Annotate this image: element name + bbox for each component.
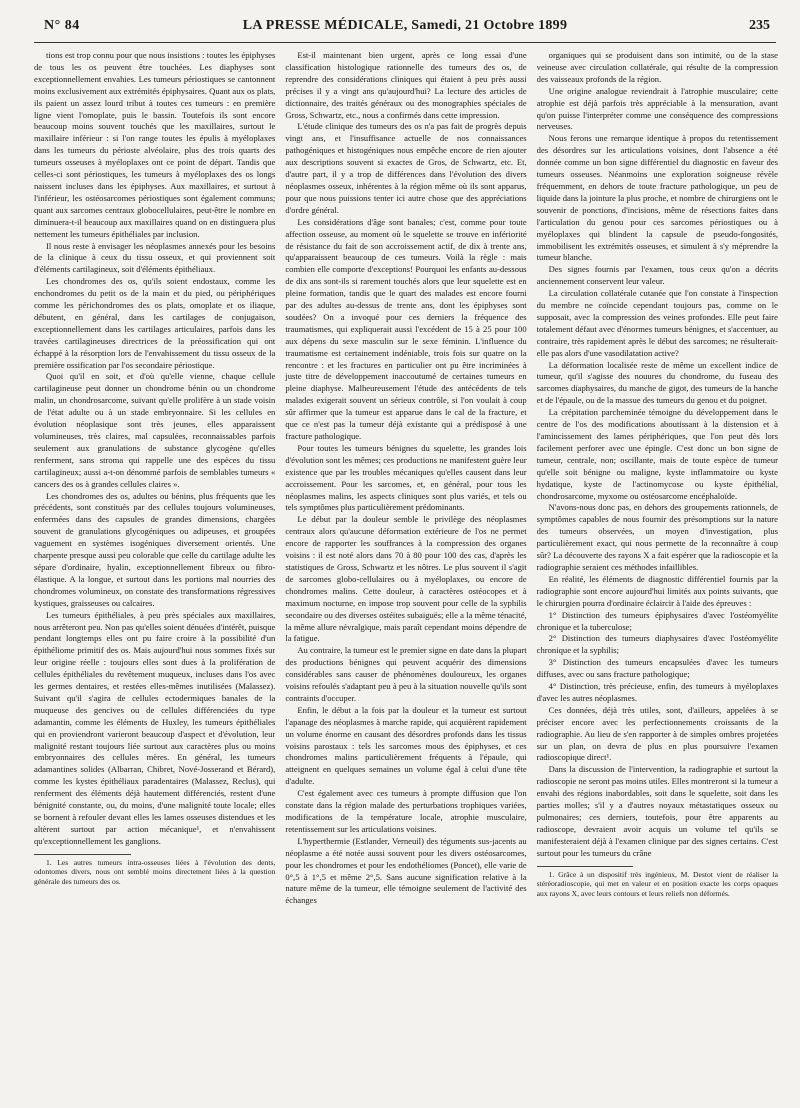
- paragraph: Des signes fournis par l'examen, tous ceux qu'on a décrits anciennement conservent leur valeur.: [536, 264, 778, 287]
- column-1: [34, 50, 275, 1088]
- footnote-divider: [537, 866, 634, 867]
- paragraph: Au contraire, la tumeur est le premier signe en date dans la plupart des productions bénignes qui peuvent acquérir des dimensions considérables sans causer de phénomènes douloureux, les organes voisins refoulés s'adaptant peu à peu à la situation nouvelle qu'ils sont contraints d'occuper.: [285, 645, 527, 703]
- paragraph: Ces données, déjà très utiles, sont, d'ailleurs, appelées à se préciser encore avec les perfectionnements croissants de la radiographie. Au lieu de s'en rapporter à de simples ombres projetées sur un plan, on devra de plus en plus poursuivre l'examen radioscopique direct¹.: [536, 704, 778, 763]
- paragraph: C'est également avec ces tumeurs à prompte diffusion que l'on constate dans la région malade des perturbations trophiques variées, modifications de la température locale, atrophie musculaire, retentissement sur les articulations voisines.: [285, 788, 527, 834]
- issue-number: N° 84: [44, 18, 80, 33]
- paragraph: 2° Distinction des tumeurs diaphysaires d'avec l'ostéomyélite chronique et la syphilis;: [536, 633, 778, 656]
- paragraph: Pour toutes les tumeurs bénignes du squelette, les grandes lois d'évolution sont les mêmes; ces productions ne manifestent guère leur existence que par les troubles mécaniques qu'elles causent dans leur accroissement. Pour les sarcomes, et, en général, pour tous les néoplasmes malins, les aspects cliniques sont plus variés, et tels ou tels symptômes plus particulièrement prédominants.: [285, 442, 527, 513]
- paragraph: En réalité, les éléments de diagnostic différentiel fournis par la radiographie sont encore aujourd'hui limités aux points suivants, que le chirurgien pourra d'ordinaire éclaircir à l'aide des épreuves :: [536, 573, 778, 608]
- paragraph: La circulation collatérale cutanée que l'on constate à l'inspection du membre ne coïncide cependant toujours pas, comme on le supposait, avec la compression des veines profondes. Elle peut faire totalement défaut avec d'énormes tumeurs bénignes, et s'accentuer, au contraire, très rapidement après le début des sarcomes; ne résulterait-elle pas alors d'une vasodilatation active?: [536, 288, 778, 358]
- paragraph: Le début par la douleur semble le privilège des néoplasmes centraux alors qu'aucune déformation extérieure de l'os ne permet encore de rapporter les souffrances à la compression des organes voisins : il est noté alors dans 70 à 80 pour 100 des cas, d'après les statistiques de Gross, Schwartz et les nôtres. Le plus souvent il s'agit de sarcomes globo-cellulaires ou à myéloplaxes, ou encore de chondromes malins. Cette douleur, à caractères ostéocopes et à maximum nocturne, en impose trop souvent pour celle de la syphilis secondaire ou des diverses ostéites subaiguës; elle a la même ténacité, la même allure névralgique, mais paraît cependant moins dépendre de la fatigue.: [285, 514, 527, 644]
- article-columns: [34, 50, 778, 1088]
- paragraph: L'étude clinique des tumeurs des os n'a pas fait de progrès depuis vingt ans, et l'insuffisance actuelle de nos connaissances pathogéniques et histogéniques nous empêche encore de rien ajouter aux descriptions souvent si exactes de Gros, de Schwartz, etc. Et, d'autre part, il y a trop de différences dans l'évolution des divers néoplasmes osseux, inhérentes à la région même où ils sont apparus, pour que nous puissions tenter ici autre chose que des appréciations d'ordre général.: [285, 121, 527, 215]
- paragraph: La déformation localisée reste de même un excellent indice de tumeur, qu'il s'agisse des nouures du chondrome, du fuseau des sarcomes diaphysaires, du manche de gigot, des tumeurs de la hanche et de l'épaule, ou de la massue des tumeurs du genou et du poignet.: [536, 359, 778, 406]
- column-2: [285, 50, 526, 1088]
- paragraph: 3° Distinction des tumeurs encapsulées d'avec les tumeurs diffuses, avec ou sans fracture pathologique;: [536, 657, 778, 680]
- paragraph: La crépitation parcheminée témoigne du développement dans le centre de l'os des modifications aboutissant à la distension et à l'amincissement des lames périphériques, que l'on peut dès lors facilement perforer avec une épingle. C'est donc un bon signe de tumeur, centrale, non; oscillante, mais de toute espèce de tumeur qu'elle soit bénigne ou maligne, kyste inflammatoire ou kyste hydatique, kyste de l'actinomycose ou kyste épithélial, chondrosarcome, myxome ou ostéosarcome encéphaloïde.: [536, 407, 778, 501]
- paragraph: Les tumeurs épithéliales, à peu près spéciales aux maxillaires, nous arrêteront peu. Non pas qu'elles soient dénuées d'intérêt, puisque pendant longtemps elles ont pu faire croire à la possibilité d'un épithéliome primitif des os. Mais aujourd'hui nous sommes fixés sur leur origine réelle : toujours elles sont dues à la prolifération de cellules épithéliales du revêtement muqueux, incluses dans l'os avec les germes dentaires, et restées elles-mêmes inutilisées (Malassez). Suivant qu'il s'agira de cellules ectodermiques banales de la muqueuse des gencives ou de cellules différenciées du type adamantin, comme les éléments de Huxley, les tumeurs épithéliales qui en proviendront varieront beaucoup d'aspect et d'évolution, leur malignité restant toujours liée surtout aux caractères plus ou moins embryonnaires des cellules mères. En général, les tumeurs adamantines solides (Albarran, Chibret, Nové-Josserand et Bérard), comme les kystes épithéliaux paradentaires (Malassez, Reclus), qui renferment des éléments déjà hautement différenciés, restent d'une bénignité constante, ou, du moins, d'une malignité toute locale; elles se bornent à refouler devant elles les lames osseuses distendues et les altèrent surtout par action mécanique¹, et n'envahissent qu'exceptionnellement les ganglions.: [34, 609, 276, 846]
- paragraph: 1° Distinction des tumeurs épiphysaires d'avec l'ostéomyélite chronique et la tuberculose;: [536, 609, 778, 632]
- page-number: 235: [749, 18, 770, 33]
- paragraph: Les chondromes des os, qu'ils soient endostaux, comme les enchondromes du petit os de la main et du pied, ou périphériques comme les périchondromes des os plats, omoplate et os iliaque, débutent, en général, dans les cartilages de conjugaison, exceptionnellement dans les cartilages articulaires, parfois dans les travées cartilagineuses directrices de la préossification qui ont échappé à la résorption lors de l'envahissement du tissu osseux de la première ossification par l'os secondaire périostique.: [34, 276, 276, 370]
- paragraph: Les chondromes des os, adultes ou bénins, plus fréquents que les précédents, sont constitués par des cellules toujours volumineuses, enfermées dans des capsules de grandes dimensions, chargées souvent de granulations glycogéniques ou adipeuses, et groupées vaguement en systèmes isogéniques diversement orientés. Une charpente presque aussi peu colorable que celle du cartilage adulte les sépare d'ordinaire, hyalin, exceptionnellement fibreux ou fibro-élastique. A la longue, et surtout dans les portions mal nourries des chondromes volumineux, on constate des transformations régressives kystiques, graisseuses ou calcaires.: [34, 490, 276, 608]
- footnote: 1. Les autres tumeurs intra-osseuses liées à l'évolution des dents, odontomes divers, nous ont semblé moins directement liées à la question générale des tumeurs des os.: [34, 857, 276, 886]
- footnote: 1. Grâce à un dispositif très ingénieux, M. Destot vient de réaliser la stéréoradioscopie, qui met en valeur et en position exacte les corps opaques aux rayons X, avec leurs contours et leurs reliefs non déformés.: [536, 869, 778, 898]
- paragraph: 4° Distinction, très précieuse, enfin, des tumeurs à myéloplaxes d'avec les autres néoplasmes.: [536, 681, 778, 703]
- footnote-divider: [34, 854, 131, 855]
- paragraph: Quoi qu'il en soit, et d'où qu'elle vienne, chaque cellule cartilagineuse peut donner un chondrome bénin ou un chondrome malin, un chondrosarcome, suivant qu'elle prolifère à un stade voisin de l'état adulte ou à un stade embryonnaire. Si les cellules en évolution néoplasique sont très jeunes, elles apparaissent volumineuses, très claires, mal capsulées, reconnaissables parfois seulement aux granulations de substance glycogène qu'elles renferment, sans stroma qui rappelle une des espèces du tissu cartilagineux; aussi a-t-on dénommé parfois de semblables tumeurs « cancers des os à grandes cellules claires ».: [34, 371, 276, 489]
- journal-title: LA PRESSE MÉDICALE, Samedi, 21 Octobre 1899: [242, 18, 568, 33]
- paragraph: Il nous reste à envisager les néoplasmes annexés pour les besoins de la clinique à ceux du tissu osseux, et qui proviennent soit d'éléments cartilagineux, soit d'éléments épithéliaux.: [34, 240, 276, 275]
- paragraph: Dans la discussion de l'intervention, la radiographie et surtout la radioscopie ne seront pas moins utiles. Elles montreront si la tumeur a envahi des régions inabordables, soit dans le squelette, soit dans les parties molles; s'il y a d'autres noyaux métastatiques osseux ou pulmonaires; ces derniers, toutefois, pour être apparents au radioscope, devraient avoir acquis un volume tel qu'ils se manifesteraient déjà à l'examen clinique par des signes certains. C'est surtout pour les tumeurs du crâne: [536, 764, 778, 858]
- paragraph: Est-il maintenant bien urgent, après ce long essai d'une classification histologique rationnelle des tumeurs des os, de reprendre des considérations cliniques qui étaient à peu près aussi précises il y a vingt ans qu'aujourd'hui? La lecture des articles de dictionnaire, des traités généraux ou des monographies spéciales de Gross, Schwartz, etc., nous a confirmés dans cette impression.: [285, 50, 527, 120]
- paragraph: Les considérations d'âge sont banales; c'est, comme pour toute affection osseuse, au moment où le squelette se trouve en infériorité de résistance du fait de son accroissement actif, de dix à trente ans, qu'apparaissent beaucoup de ces tumeurs. Voilà la règle : mais combien elle comporte d'exceptions! Pourquoi les enfants au-dessous de dix ans sont-ils si rarement touchés alors que leur squelette est en pleine formation, tandis que le quart des malades est encore fourni par des adultes au-dessus de trente ans, dont les épiphyses sont soudées? On a invoqué pour ces derniers la fréquence des traumatismes, qui expliquerait aussi l'excédent de 15 à 25 pour 100 aux dépens du sexe masculin sur le sexe féminin. L'influence du traumatisme est certainement indéniable, trois fois sur quatre on la rencontre : et les fractures en particulier ont pu être incriminées à juste titre de développement inaccoutumé de certaines tumeurs en pleine diaphyse. Malheureusement l'étude des antécédents de tels malades exigerait souvent un sérieux contrôle, si l'on voulait à coup sûr affirmer que la tumeur est apparue dans le cal de la fracture, et que ce n'est pas la tumeur déjà existante qui a prédisposé à une fracture pathologique.: [285, 216, 527, 441]
- column-3: [537, 50, 778, 1088]
- paragraph: Une origine analogue reviendrait à l'atrophie musculaire; cette atrophie est déjà parfois très appréciable à la mensuration, avant qu'on puisse l'interpréter comme une conséquence des compressions nerveuses.: [536, 85, 778, 132]
- paragraph: Nous ferons une remarque identique à propos du retentissement des désordres sur les articulations voisines, dont l'absence a été donnée comme un bon signe différentiel du diagnostic en faveur des tumeurs osseuses. Néanmoins une exploration soigneuse révèle fréquemment, en dehors de toute fracture pathologique, un peu de liquide dans la jointure la plus proche, et nombre de chirurgiens ont le souvenir de ponctions, d'incisions, même de résections faites dans l'articulation du genou pour ces sarcomes périostiques ou à myéloplaxes qui blindent la capsule de pseudo-fongosités, immobilisent les extrémités osseuses, et simulent à s'y méprendre la tumeur blanche.: [536, 133, 778, 263]
- page-header: [34, 14, 776, 43]
- paragraph: N'avons-nous donc pas, en dehors des groupements rationnels, de symptômes capables de nous fournir des présomptions sur la nature des tumeurs observées, un moyen d'investigation, plus particulièrement exact, qui nous permette de la reconnaître à coup sûr? La découverte des rayons X a fait espérer que la radioscopie et la radiographie seraient ces méthodes infaillibles.: [536, 502, 778, 572]
- paragraph: tions est trop connu pour que nous insistions : toutes les épiphyses de tous les os peuvent être touchées. Les diaphyses sont exceptionnellement envahies. Les tumeurs périostiques se cantonnent moins exclusivement aux extrémités épiphysaires. Quant aux os plats, ils paient un assez lourd tribut à toutes ces tumeurs : en première ligne vient l'omoplate, puis le bassin. Toutefois ils sont encore beaucoup moins souvent touchés que les maxillaires, surtout le maxillaire inférieur : si l'on range toutes les épulis à myéloplaxes dans les tumeurs du périoste alvéolaire, plus des trois quarts des tumeurs osseuses à myéloplaxes ont ce point de départ. Tandis que celles-ci sont périostiques, les tumeurs à myéloplaxes des os longs naissent incluses dans les épiphyses. Aux maxillaires, et surtout à l'inférieur, les ostéosarcomes périostiques sont également communs; quant aux sarcomes centraux globocellulaires, peut-être le nombre en diminuera-t-il beaucoup aux maxillaires quand on en distinguera plus nettement les tumeurs épithéliales par inclusion.: [34, 50, 276, 239]
- paragraph: organiques qui se produisent dans son intimité, ou de la stase veineuse avec circulation collatérale, qui résulte de la compression des vaisseaux profonds de la région.: [536, 50, 778, 84]
- paragraph: L'hyperthermie (Estlander, Verneuil) des téguments sus-jacents au néoplasme a été notée aussi souvent pour les divers ostéosarcomes, pour les chondromes et pour les endothéliomes (Poncet), elle varie de 0°,5 à 1°,5 et même 2°,5. Sans aucune signification relative à la nature même de la tumeur, elle témoigne seulement de l'activité des échanges: [285, 835, 527, 906]
- paragraph: Enfin, le début a la fois par la douleur et la tumeur est surtout l'apanage des néoplasmes à marche rapide, qui acquièrent rapidement un volume énorme en causant des désordres profonds dans les tissus voisins parostaux : tels les sarcomes mous des épiphyses, et ces chondromes malins particulièrement fréquents à l'épaule, qui atteignent en quelques semaines un volume égal à celui d'une tête d'adulte.: [285, 704, 527, 787]
